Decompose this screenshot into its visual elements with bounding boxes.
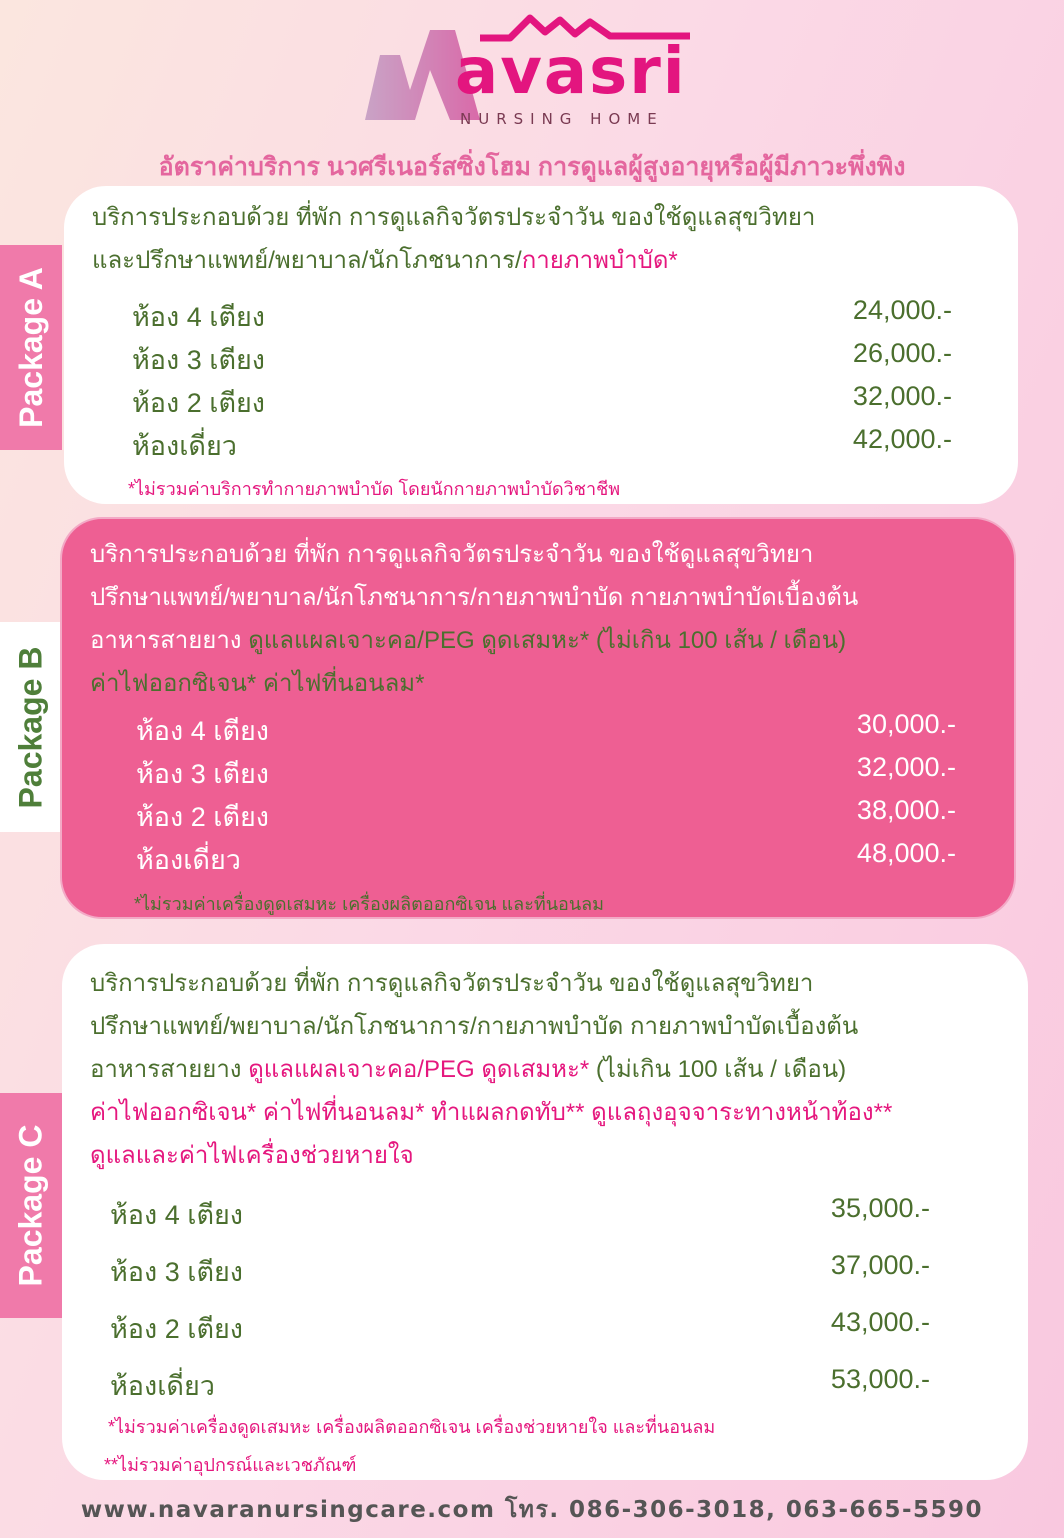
- description-segment: อาหารสายยาง: [90, 1056, 249, 1083]
- room-price: 38,000.-: [856, 795, 956, 825]
- description-line: [90, 576, 858, 619]
- description-line: [92, 196, 815, 239]
- room-row: [132, 424, 952, 467]
- room-label: ห้องเดี่ยว: [136, 845, 241, 875]
- description-line: [90, 662, 858, 705]
- room-label: ห้อง 3 เตียง: [132, 345, 265, 375]
- room-label: ห้องเดี่ยว: [132, 431, 237, 461]
- description-segment: ดูแลแผลเจาะคอ/PEG ดูดเสมหะ* (ไม่เกิน 100 เส้น / เดือน): [248, 627, 847, 654]
- description-line: [92, 239, 815, 282]
- description-line: [90, 1134, 892, 1177]
- room-row: [110, 1250, 930, 1293]
- package-c-card: [62, 944, 1028, 1480]
- package-b-tab: [0, 622, 62, 832]
- room-price: 26,000.-: [852, 338, 952, 368]
- room-price: 32,000.-: [856, 752, 956, 782]
- room-label: ห้อง 2 เตียง: [110, 1314, 243, 1344]
- description-line: [90, 1048, 892, 1091]
- description-line: [90, 1005, 892, 1048]
- contact-footer: www.navaranursingcare.com โทร. 086-306-3018, 063-665-5590: [80, 1497, 984, 1523]
- package-b-tab-label: Package B: [12, 646, 49, 808]
- package-a-tab: [0, 245, 62, 450]
- brand-logo: [360, 10, 705, 130]
- package-a-description: [92, 196, 815, 282]
- room-row: [132, 295, 952, 338]
- description-segment: (ไม่เกิน 100 เส้น / เดือน): [589, 1056, 847, 1083]
- description-segment: บริการประกอบด้วย ที่พัก การดูแลกิจวัตรประจำวัน ของใช้ดูแลสุขวิทยา: [90, 541, 814, 568]
- room-row: [136, 709, 956, 752]
- room-label: ห้อง 2 เตียง: [136, 802, 269, 832]
- package-c-tab-label: Package C: [12, 1124, 49, 1287]
- package-b-description: [90, 533, 858, 705]
- description-segment: บริการประกอบด้วย ที่พัก การดูแลกิจวัตรประจำวัน ของใช้ดูแลสุขวิทยา: [92, 204, 816, 231]
- room-price: 43,000.-: [830, 1307, 930, 1337]
- room-label: ห้องเดี่ยว: [110, 1371, 215, 1401]
- description-line: [90, 962, 892, 1005]
- footnote: **ไม่รวมค่าอุปกรณ์และเวชภัณฑ์: [104, 1455, 357, 1475]
- room-label: ห้อง 3 เตียง: [136, 759, 269, 789]
- room-price: 42,000.-: [852, 424, 952, 454]
- room-row: [132, 338, 952, 381]
- description-segment: ปรึกษาแพทย์/พยาบาล/นักโภชนาการ/กายภาพบำบัด กายภาพบำบัดเบื้องต้น: [90, 584, 859, 611]
- room-row: [110, 1193, 930, 1236]
- package-c-tab: [0, 1093, 62, 1318]
- room-label: ห้อง 3 เตียง: [110, 1257, 243, 1287]
- description-segment: บริการประกอบด้วย ที่พัก การดูแลกิจวัตรประจำวัน ของใช้ดูแลสุขวิทยา: [90, 970, 814, 997]
- page-title: อัตราค่าบริการ นวศรีเนอร์สซิ่งโฮม การดูแลผู้สูงอายุหรือผู้มีภาวะพึ่งพิง: [158, 153, 906, 181]
- description-segment: ค่าไฟออกซิเจน* ค่าไฟที่นอนลม* ทำแผลกดทับ** ดูแลถุงอุจจาระทางหน้าท้อง**: [90, 1099, 893, 1126]
- room-price: 30,000.-: [856, 709, 956, 739]
- room-row: [136, 752, 956, 795]
- room-label: ห้อง 2 เตียง: [132, 388, 265, 418]
- description-line: [90, 533, 858, 576]
- room-price: 32,000.-: [852, 381, 952, 411]
- description-segment: ดูแลและค่าไฟเครื่องช่วยหายใจ: [90, 1142, 414, 1169]
- room-price: 53,000.-: [830, 1364, 930, 1394]
- room-row: [136, 838, 956, 881]
- description-segment: ค่าไฟออกซิเจน* ค่าไฟที่นอนลม*: [90, 670, 425, 697]
- description-segment: และปรึกษาแพทย์/พยาบาล/นักโภชนาการ/: [92, 247, 522, 274]
- brand-name: avasri: [455, 35, 687, 109]
- footnote: *ไม่รวมค่าเครื่องดูดเสมหะ เครื่องผลิตออกซิเจน เครื่องช่วยหายใจ และที่นอนลม: [108, 1417, 716, 1437]
- description-segment: อาหารสายยาง: [90, 627, 249, 654]
- room-row: [110, 1307, 930, 1350]
- room-row: [110, 1364, 930, 1407]
- room-label: ห้อง 4 เตียง: [136, 716, 269, 746]
- room-price: 48,000.-: [856, 838, 956, 868]
- description-segment: ดูแลแผลเจาะคอ/PEG ดูดเสมหะ*: [248, 1056, 590, 1083]
- description-line: [90, 619, 858, 662]
- description-line: [90, 1091, 892, 1134]
- package-a-card: [64, 186, 1018, 504]
- package-a-tab-label: Package A: [12, 267, 49, 428]
- room-label: ห้อง 4 เตียง: [110, 1200, 243, 1230]
- package-b-card: [60, 517, 1016, 919]
- room-row: [136, 795, 956, 838]
- room-label: ห้อง 4 เตียง: [132, 302, 265, 332]
- description-segment: กายภาพบำบัด*: [521, 247, 678, 274]
- room-price: 37,000.-: [830, 1250, 930, 1280]
- footnote: *ไม่รวมค่าบริการทำกายภาพบำบัด โดยนักกายภาพบำบัดวิชาชีพ: [128, 479, 621, 499]
- room-price: 35,000.-: [830, 1193, 930, 1223]
- brand-subtitle: NURSING HOME: [460, 110, 664, 128]
- footnote: *ไม่รวมค่าเครื่องดูดเสมหะ เครื่องผลิตออกซิเจน และที่นอนลม: [134, 894, 605, 914]
- description-segment: ปรึกษาแพทย์/พยาบาล/นักโภชนาการ/กายภาพบำบัด กายภาพบำบัดเบื้องต้น: [90, 1013, 859, 1040]
- package-c-description: [90, 962, 892, 1177]
- room-row: [132, 381, 952, 424]
- room-price: 24,000.-: [852, 295, 952, 325]
